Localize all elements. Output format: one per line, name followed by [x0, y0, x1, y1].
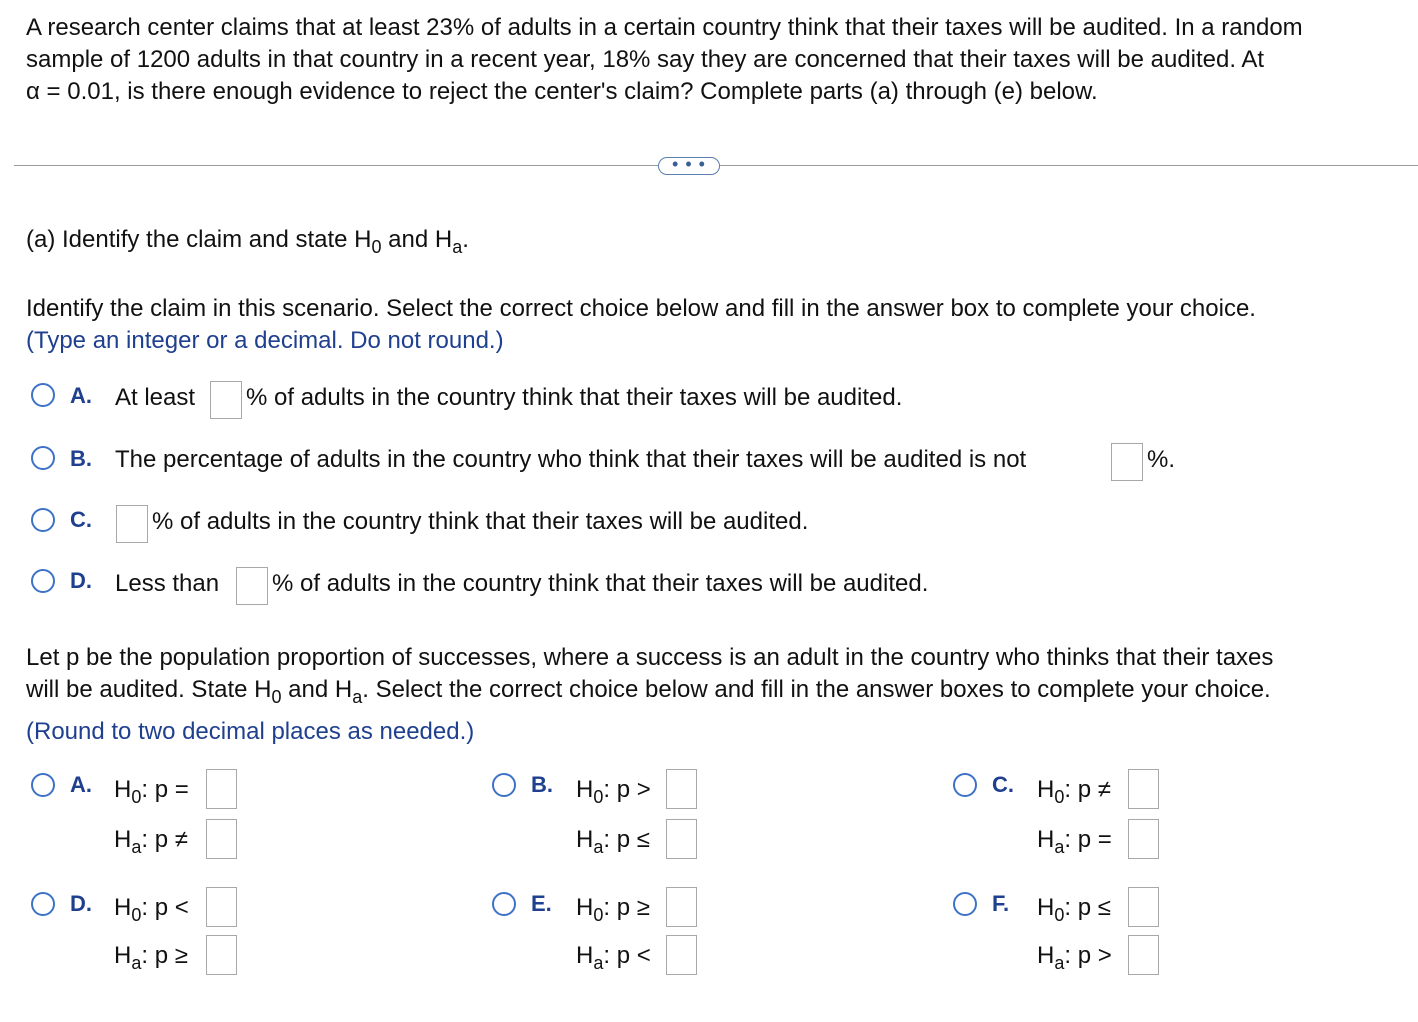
- choice-text-post: % of adults in the country think that their taxes will be audited.: [152, 508, 809, 535]
- choice-letter: D.: [70, 568, 92, 593]
- claim-d-answer-input[interactable]: [236, 567, 268, 605]
- h0-value-input[interactable]: [1128, 887, 1159, 927]
- alt-hypothesis-label: $H_a$: p ≠: [114, 826, 188, 857]
- ha-value-input[interactable]: [666, 819, 697, 859]
- choice-letter: C.: [70, 507, 92, 532]
- alt-hypothesis-label: $H_a$: p ≤: [576, 826, 650, 857]
- ha-value-input[interactable]: [1128, 819, 1159, 859]
- choice-text-post: % of adults in the country think that their taxes will be audited.: [272, 570, 929, 597]
- alt-hypothesis-label: $H_a$: p <: [576, 942, 651, 973]
- ha-value-input[interactable]: [206, 819, 237, 859]
- radio-button[interactable]: [492, 892, 516, 916]
- choice-letter: B.: [531, 772, 553, 797]
- null-hypothesis-label: $H_0$: p ≤: [1037, 894, 1111, 925]
- alt-hypothesis-label: $H_a$: p ≥: [114, 942, 188, 973]
- question-line-3: α = 0.01, is there enough evidence to reject the center's claim? Complete parts (a) through (e) below.: [26, 78, 1098, 105]
- radio-button[interactable]: [31, 383, 55, 407]
- h0-value-input[interactable]: [206, 887, 237, 927]
- null-hypothesis-label: $H_0$: p >: [576, 776, 651, 807]
- choice-letter: D.: [70, 891, 92, 916]
- choice-letter: E.: [531, 891, 552, 916]
- hypothesis-instruction-line-1: Let p be the population proportion of successes, where a success is an adult in the country who thinks that their taxes: [26, 644, 1274, 671]
- radio-button[interactable]: [31, 569, 55, 593]
- hypothesis-instruction-hint: (Round to two decimal places as needed.): [26, 718, 475, 745]
- h0-value-input[interactable]: [1128, 769, 1159, 809]
- claim-b-answer-input[interactable]: [1111, 443, 1143, 481]
- h0-value-input[interactable]: [666, 769, 697, 809]
- radio-button[interactable]: [953, 773, 977, 797]
- radio-button[interactable]: [31, 773, 55, 797]
- choice-text-post: % of adults in the country think that their taxes will be audited.: [246, 384, 903, 411]
- radio-button[interactable]: [31, 446, 55, 470]
- alt-hypothesis-label: $H_a$: p >: [1037, 942, 1112, 973]
- h0-value-input[interactable]: [206, 769, 237, 809]
- more-options-button[interactable]: • • •: [658, 157, 720, 175]
- claim-instruction: Identify the claim in this scenario. Select the correct choice below and fill in the answer box to complete your choice.: [26, 295, 1256, 322]
- null-hypothesis-label: $H_0$: p ≥: [576, 894, 650, 925]
- ha-value-input[interactable]: [666, 935, 697, 975]
- ha-value-input[interactable]: [1128, 935, 1159, 975]
- null-hypothesis-label: $H_0$: p ≠: [1037, 776, 1111, 807]
- choice-text-pre: The percentage of adults in the country who think that their taxes will be audited is not: [115, 446, 1027, 473]
- choice-letter: C.: [992, 772, 1014, 797]
- choice-letter: A.: [70, 772, 92, 797]
- choice-letter: F.: [992, 891, 1010, 916]
- radio-button[interactable]: [31, 892, 55, 916]
- part-a-heading: (a) Identify the claim and state $H_0$ and $H_a$.: [26, 226, 469, 257]
- radio-button[interactable]: [492, 773, 516, 797]
- h0-value-input[interactable]: [666, 887, 697, 927]
- claim-a-answer-input[interactable]: [210, 381, 242, 419]
- claim-c-answer-input[interactable]: [116, 505, 148, 543]
- choice-text-pre: Less than: [115, 570, 220, 597]
- question-line-2: sample of 1200 adults in that country in a recent year, 18% say they are concerned that their taxes will be audited. At: [26, 46, 1265, 73]
- ha-value-input[interactable]: [206, 935, 237, 975]
- hypothesis-instruction-line-2: will be audited. State $H_0$ and $H_a$. Select the correct choice below and fill in the answer boxes to complete your choice.: [26, 676, 1271, 707]
- radio-button[interactable]: [31, 508, 55, 532]
- null-hypothesis-label: $H_0$: p =: [114, 776, 189, 807]
- null-hypothesis-label: $H_0$: p <: [114, 894, 189, 925]
- choice-text-pre: At least: [115, 384, 196, 411]
- radio-button[interactable]: [953, 892, 977, 916]
- choice-text-post: %.: [1147, 446, 1176, 473]
- question-line-1: A research center claims that at least 23% of adults in a certain country think that their taxes will be audited. In a random: [26, 14, 1303, 41]
- claim-instruction-hint: (Type an integer or a decimal. Do not round.): [26, 327, 504, 354]
- choice-letter: A.: [70, 383, 92, 408]
- choice-letter: B.: [70, 446, 92, 471]
- alt-hypothesis-label: $H_a$: p =: [1037, 826, 1112, 857]
